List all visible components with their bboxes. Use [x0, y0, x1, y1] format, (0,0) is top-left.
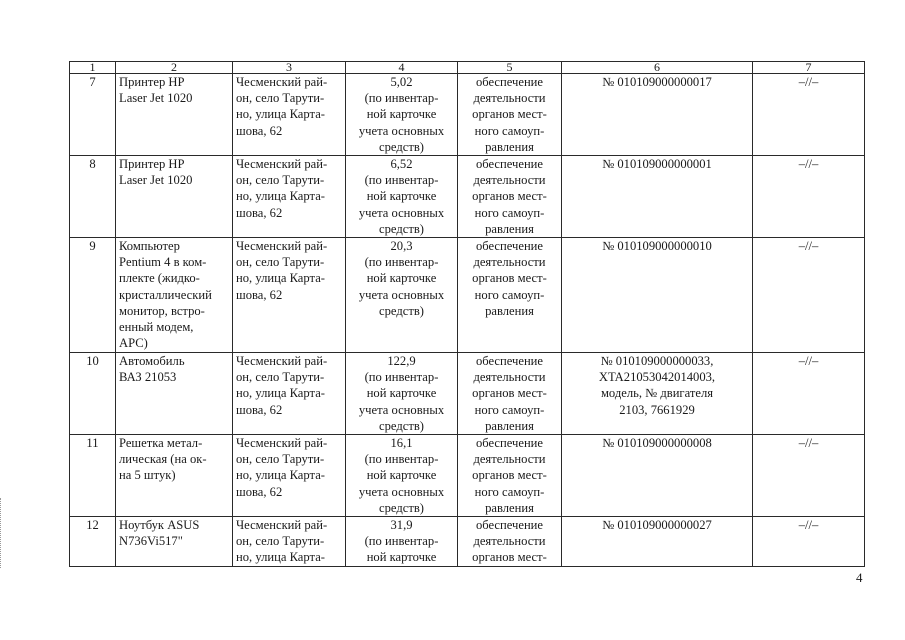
item-address: Чесменский рай- он, село Тарути- но, улица Карта- шова, 62 [233, 74, 346, 156]
item-address: Чесменский рай- он, село Тарути- но, улица Карта- шова, 62 [233, 156, 346, 238]
row-number: 10 [70, 353, 116, 435]
scan-margin-mark [0, 498, 3, 568]
item-inventory-id: № 010109000000027 [562, 517, 753, 567]
item-note: –//– [753, 353, 865, 435]
column-header: 5 [458, 62, 562, 74]
table-row [70, 435, 865, 517]
item-name: Решетка метал- лическая (на ок- на 5 штук) [116, 435, 233, 517]
row-number: 12 [70, 517, 116, 567]
item-inventory-id: № 010109000000001 [562, 156, 753, 238]
column-header: 1 [70, 62, 116, 74]
column-header: 3 [233, 62, 346, 74]
table-row [70, 517, 865, 567]
item-address: Чесменский рай- он, село Тарути- но, улица Карта- шова, 62 [233, 238, 346, 353]
item-inventory-id: № 010109000000008 [562, 435, 753, 517]
item-inventory-id: № 010109000000033, XTA21053042014003, модель, № двигателя 2103, 7661929 [562, 353, 753, 435]
item-value: 6,52 (по инвентар- ной карточке учета основных средств) [346, 156, 458, 238]
item-name: Ноутбук ASUS N736Vi517" [116, 517, 233, 567]
item-value: 20,3 (по инвентар- ной карточке учета основных средств) [346, 238, 458, 353]
column-number-row [70, 62, 865, 74]
item-note: –//– [753, 74, 865, 156]
item-value: 16,1 (по инвентар- ной карточке учета основных средств) [346, 435, 458, 517]
item-inventory-id: № 010109000000010 [562, 238, 753, 353]
item-name: Принтер HP Laser Jet 1020 [116, 74, 233, 156]
table-row [70, 156, 865, 238]
column-header: 7 [753, 62, 865, 74]
item-note: –//– [753, 238, 865, 353]
table-row [70, 74, 865, 156]
table-row [70, 353, 865, 435]
row-number: 9 [70, 238, 116, 353]
item-purpose: обеспечение деятельности органов мест- [458, 517, 562, 567]
item-note: –//– [753, 156, 865, 238]
item-value: 122,9 (по инвентар- ной карточке учета основных средств) [346, 353, 458, 435]
item-purpose: обеспечение деятельности органов мест- ного самоуп- равления [458, 156, 562, 238]
column-header: 2 [116, 62, 233, 74]
item-purpose: обеспечение деятельности органов мест- ного самоуп- равления [458, 435, 562, 517]
column-header: 4 [346, 62, 458, 74]
column-header: 6 [562, 62, 753, 74]
table-row [70, 238, 865, 353]
property-table [69, 61, 865, 567]
item-address: Чесменский рай- он, село Тарути- но, улица Карта- [233, 517, 346, 567]
row-number: 11 [70, 435, 116, 517]
item-note: –//– [753, 435, 865, 517]
item-purpose: обеспечение деятельности органов мест- ного самоуп- равления [458, 74, 562, 156]
item-name: Автомобиль ВАЗ 21053 [116, 353, 233, 435]
item-note: –//– [753, 517, 865, 567]
item-inventory-id: № 010109000000017 [562, 74, 753, 156]
row-number: 7 [70, 74, 116, 156]
row-number: 8 [70, 156, 116, 238]
item-name: Принтер HP Laser Jet 1020 [116, 156, 233, 238]
page-number: 4 [856, 570, 863, 585]
item-purpose: обеспечение деятельности органов мест- ного самоуп- равления [458, 238, 562, 353]
item-address: Чесменский рай- он, село Тарути- но, улица Карта- шова, 62 [233, 353, 346, 435]
item-value: 5,02 (по инвентар- ной карточке учета основных средств) [346, 74, 458, 156]
item-purpose: обеспечение деятельности органов мест- ного самоуп- равления [458, 353, 562, 435]
item-value: 31,9 (по инвентар- ной карточке [346, 517, 458, 567]
item-name: Компьютер Pentium 4 в ком- плекте (жидко- кристаллический монитор, встро- енный модем, АРС) [116, 238, 233, 353]
item-address: Чесменский рай- он, село Тарути- но, улица Карта- шова, 62 [233, 435, 346, 517]
